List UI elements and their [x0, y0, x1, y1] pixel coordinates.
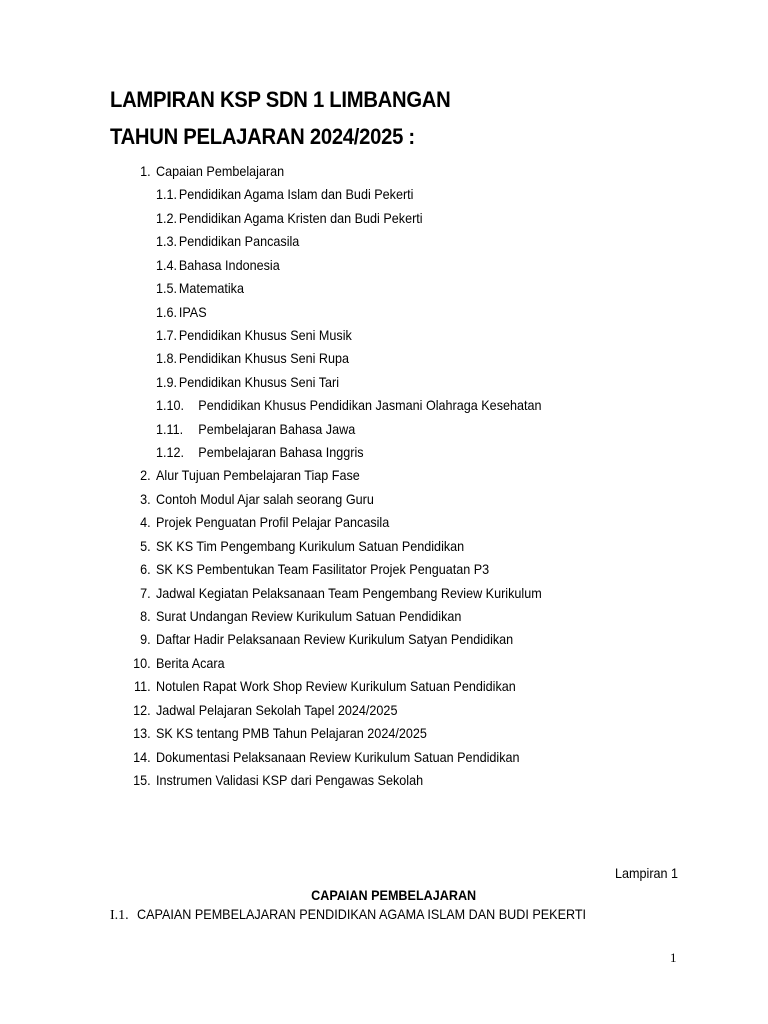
- toc-item: [156, 394, 542, 417]
- toc-item-text: Bahasa Indonesia: [178, 256, 280, 273]
- toc-item-number: 1.7.: [156, 326, 178, 343]
- toc-item-number: 7.: [140, 584, 151, 601]
- toc-item-text: Pendidikan Pancasila: [178, 233, 300, 250]
- toc-item: [133, 722, 427, 745]
- toc-item-text: Alur Tujuan Pembelajaran Tiap Fase: [156, 467, 360, 484]
- toc-item: [156, 324, 352, 347]
- toc-item: [134, 675, 516, 698]
- toc-item-number: 3.: [140, 490, 151, 507]
- toc-item-text: Pendidikan Khusus Seni Tari: [178, 373, 339, 390]
- toc-item: [140, 558, 490, 581]
- toc-item-number: 4.: [140, 514, 151, 531]
- toc-item-text: Matematika: [178, 280, 244, 297]
- toc-item-number: 1.11.: [156, 420, 184, 437]
- toc-item-number: 1.2.: [156, 209, 178, 226]
- toc-item-text: Pembelajaran Bahasa Inggris: [198, 444, 364, 461]
- toc-item: [140, 582, 542, 605]
- toc-item-text: Pembelajaran Bahasa Jawa: [198, 420, 356, 437]
- toc-item-text: Instrumen Validasi KSP dari Pengawas Sekolah: [156, 771, 424, 788]
- toc-item: [156, 230, 299, 253]
- toc-item: [156, 441, 364, 464]
- toc-item: [156, 183, 413, 206]
- appendix-section-number: I.1.: [110, 908, 129, 923]
- toc-item-number: 1.10.: [156, 397, 185, 414]
- toc-item-text: Berita Acara: [156, 654, 225, 671]
- toc-item-text: SK KS Pembentukan Team Fasilitator Projek Penguatan P3: [156, 561, 490, 578]
- toc-item-text: Capaian Pembelajaran: [156, 163, 285, 179]
- toc-item-text: Projek Penguatan Profil Pelajar Pancasila: [156, 514, 390, 531]
- toc-item-number: 1.6.: [156, 303, 178, 320]
- toc-item-number: 14.: [133, 748, 151, 765]
- toc-item-text: Daftar Hadir Pelaksanaan Review Kurikulum Satyan Pendidikan: [156, 631, 514, 648]
- toc-item-text: Jadwal Kegiatan Pelaksanaan Team Pengembang Review Kurikulum: [156, 584, 542, 601]
- toc-item-number: 2.: [140, 467, 151, 484]
- toc-item: [140, 605, 462, 628]
- toc-item-number: 1.1.: [156, 186, 178, 203]
- toc-item-text: Dokumentasi Pelaksanaan Review Kurikulum Satuan Pendidikan: [156, 748, 520, 765]
- toc-item-number: 13.: [133, 725, 151, 742]
- toc-item: [140, 628, 514, 651]
- appendix-heading: [0, 887, 768, 903]
- toc-item: [140, 464, 360, 487]
- toc-item-text: Notulen Rapat Work Shop Review Kurikulum Satuan Pendidikan: [156, 678, 516, 695]
- toc-item: [156, 347, 349, 370]
- toc-item: [133, 746, 520, 769]
- toc-item-text: IPAS: [178, 303, 207, 320]
- toc-item: [156, 418, 355, 441]
- toc-item: [140, 488, 374, 511]
- document-title-line-2: TAHUN PELAJARAN 2024/2025 :: [110, 124, 415, 149]
- toc-item: [156, 277, 244, 300]
- toc-item: [133, 699, 398, 722]
- toc-item-text: Jadwal Pelajaran Sekolah Tapel 2024/2025: [156, 701, 398, 718]
- toc-item: [156, 254, 280, 277]
- toc-item-text: Pendidikan Agama Islam dan Budi Pekerti: [178, 186, 414, 203]
- toc-item-text: Surat Undangan Review Kurikulum Satuan Pendidikan: [156, 607, 462, 624]
- toc-item-text: Pendidikan Agama Kristen dan Budi Pekerti: [178, 209, 423, 226]
- toc-item-text: SK KS Tim Pengembang Kurikulum Satuan Pendidikan: [156, 537, 465, 554]
- toc-item-text: SK KS tentang PMB Tahun Pelajaran 2024/2025: [156, 725, 427, 742]
- toc-item-text: Pendidikan Khusus Seni Rupa: [178, 350, 350, 367]
- toc-item-number: 12.: [133, 701, 151, 718]
- toc-item-text: Pendidikan Khusus Seni Musik: [178, 326, 352, 343]
- appendix-section-title: CAPAIAN PEMBELAJARAN PENDIDIKAN AGAMA ISLAM DAN BUDI PEKERTI: [137, 906, 587, 922]
- toc-item-number: 8.: [140, 607, 151, 624]
- appendix-label: Lampiran 1: [614, 865, 678, 881]
- toc-item: [140, 160, 285, 183]
- toc-item: [140, 535, 465, 558]
- toc-item-text: Pendidikan Khusus Pendidikan Jasmani Olahraga Kesehatan: [198, 397, 542, 414]
- toc-item-number: 1.3.: [156, 233, 178, 250]
- appendix-heading-text: CAPAIAN PEMBELAJARAN: [311, 887, 477, 903]
- toc-item: [156, 301, 207, 324]
- toc-item: [156, 207, 423, 230]
- toc-item-number: 1.9.: [156, 373, 178, 390]
- toc-item-number: 5.: [140, 537, 151, 554]
- appendix-section-heading: [110, 906, 636, 924]
- page-number: 1: [670, 950, 677, 965]
- toc-item-number: 11.: [134, 678, 151, 695]
- toc-item-number: 9.: [140, 631, 151, 648]
- toc-item-number: 1.: [140, 163, 151, 179]
- toc-item-number: 1.4.: [156, 256, 178, 273]
- toc-item-number: 1.12.: [156, 444, 185, 461]
- toc-item-number: 10.: [133, 654, 151, 671]
- toc-item-number: 6.: [140, 561, 151, 578]
- toc-item-number: 1.8.: [156, 350, 178, 367]
- document-title-line-1: LAMPIRAN KSP SDN 1 LIMBANGAN: [110, 87, 451, 112]
- toc-item-number: 15.: [133, 771, 151, 788]
- toc-item: [133, 652, 225, 675]
- toc-item-number: 1.5.: [156, 280, 178, 297]
- toc-item: [133, 769, 424, 792]
- toc-item: [156, 371, 339, 394]
- toc-item-text: Contoh Modul Ajar salah seorang Guru: [156, 490, 374, 507]
- toc-item: [140, 511, 390, 534]
